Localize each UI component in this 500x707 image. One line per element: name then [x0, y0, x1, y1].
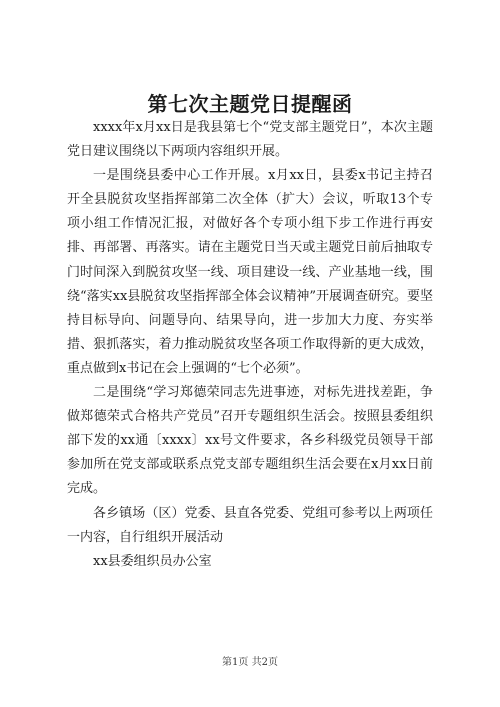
document-body [67, 116, 433, 574]
document-title: 第七次主题党日提醒函 [147, 92, 353, 116]
paragraph-intro: xxxx年x月xx日是我县第七个“党支部主题党日”，本次主题党日建议围绕以下两项内容组织开展。 [67, 120, 433, 160]
paragraph-item-one: 一是围绕县委中心工作开展。x月xx日，县委x书记主持召开全县脱贫攻坚指挥部第二次全体（扩大）会议，听取13个专项小组工作情况汇报，对做好各个专项小组下步工作进行再安排、再部署、再落实。请在主题党日当天或主题党日前后抽取专门时间深入到脱贫攻坚一线、项目建设一线、产业基地一线，围绕“落实xx县脱贫攻坚指挥部全体会议精神”开展调查研究。要坚持目标导向、问题导向、结果导向，进一步加大力度、夯实举措、狠抓落实，着力推动脱贫攻坚各项工作取得新的更大成效，重点做到x书记在会上强调的“七个必须”。 [67, 168, 433, 376]
page-footer: 第1页 共2页 [222, 657, 278, 668]
paragraph-closing: 各乡镇场（区）党委、县直各党委、党组可参考以上两项任一内容，自行组织开展活动 [67, 505, 433, 545]
paragraph-item-two: 二是围绕“学习郑德荣同志先进事迹，对标先进找差距，争做郑德荣式合格共产党员”召开专题组织生活会。按照县委组织部下发的xx通〔xxxx〕xx号文件要求，各乡科级党员领导干部参加所在党支部或联系点党支部专题组织生活会要在x月xx日前完成。 [67, 385, 433, 497]
signature-office: xx县委组织员办公室 [93, 553, 212, 569]
